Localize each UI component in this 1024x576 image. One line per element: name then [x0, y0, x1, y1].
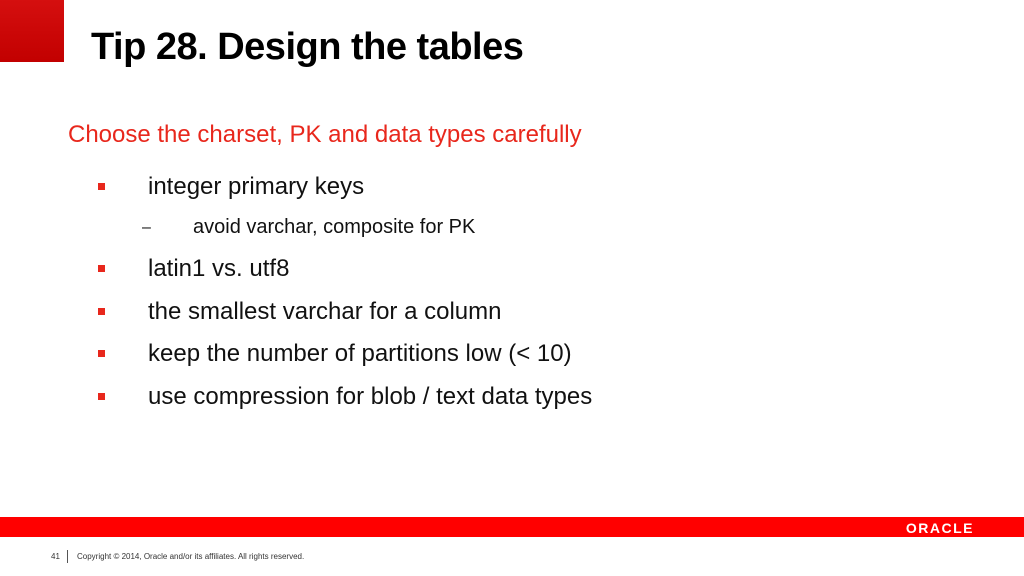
- bullet-marker: [98, 350, 105, 357]
- bullet-marker: [98, 393, 105, 400]
- sub-bullet-marker: –: [142, 219, 151, 236]
- bullet-item-smallest-varchar: the smallest varchar for a column: [148, 298, 502, 325]
- footer-red-bar: [0, 517, 1024, 537]
- bullet-marker: [98, 183, 105, 190]
- slide-subtitle: Choose the charset, PK and data types carefully: [68, 121, 582, 148]
- bullet-item-charset: latin1 vs. utf8: [148, 255, 290, 282]
- copyright-text: Copyright © 2014, Oracle and/or its affiliates. All rights reserved.: [77, 552, 305, 561]
- footer-divider: [67, 550, 68, 563]
- slide-title: Tip 28. Design the tables: [91, 26, 524, 68]
- bullet-marker: [98, 265, 105, 272]
- bullet-marker: [98, 308, 105, 315]
- bullet-item-partitions: keep the number of partitions low (< 10): [148, 340, 572, 367]
- bullet-item-primary-keys: integer primary keys: [148, 173, 365, 200]
- sub-bullet-item-avoid-varchar: avoid varchar, composite for PK: [193, 216, 476, 238]
- oracle-logo: ORACLE: [905, 520, 974, 536]
- page-number: 41: [51, 552, 60, 561]
- bullet-item-compression: use compression for blob / text data types: [148, 383, 593, 410]
